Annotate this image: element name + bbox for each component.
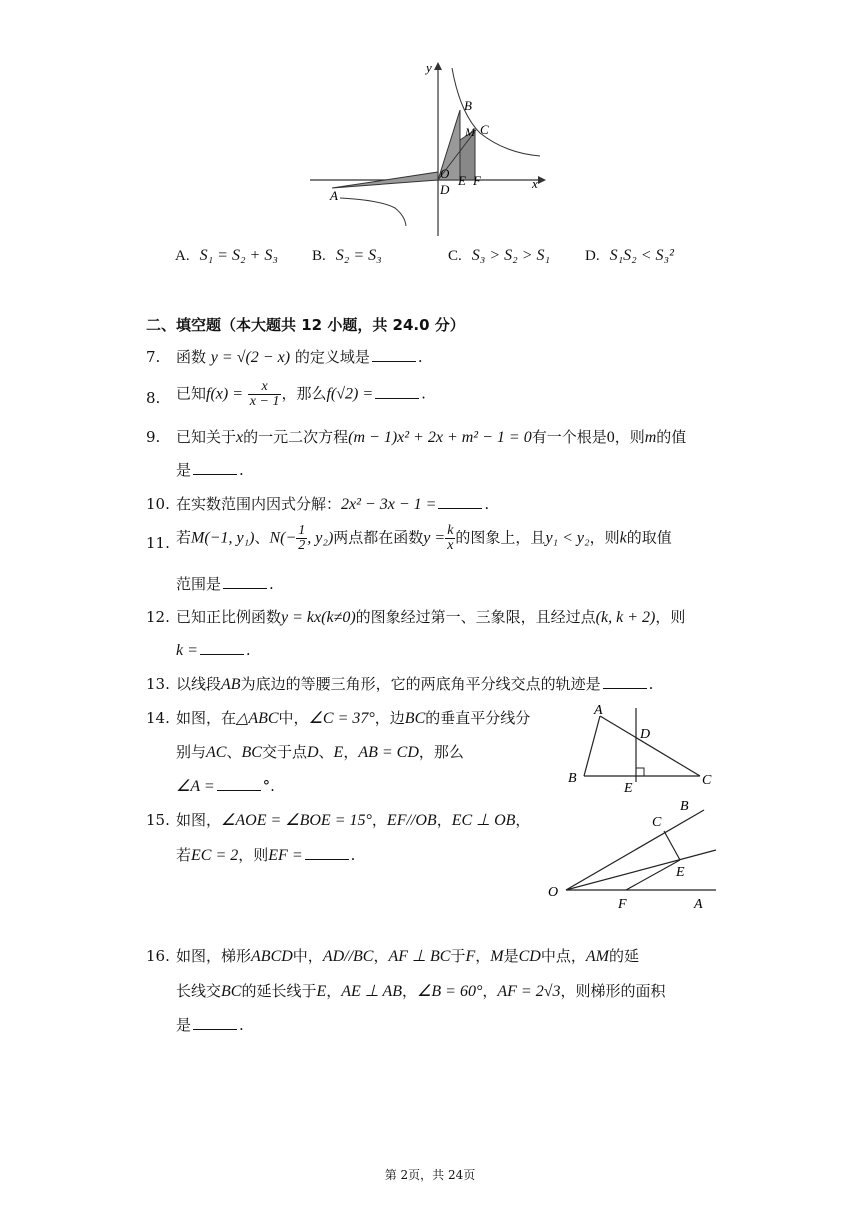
label-B: B	[680, 799, 689, 814]
q12-point: (k, k + 2)	[595, 609, 656, 626]
q14-triangle-figure	[560, 700, 720, 796]
q14-side: BC	[404, 710, 426, 727]
q14-text: 中，	[278, 709, 309, 727]
option-letter: A.	[175, 248, 190, 264]
label-E: E	[624, 781, 633, 796]
q12-text: 已知正比例函数	[176, 608, 282, 626]
q15-line1	[176, 810, 530, 831]
answer-blank[interactable]	[372, 347, 416, 362]
q16-text: 是	[176, 1016, 192, 1034]
q16-text: 的延长线于	[241, 982, 317, 1000]
q11-func: y =	[423, 529, 446, 547]
q10-pre: 在实数范围内因式分解：	[176, 495, 342, 513]
q14-angle-a: ∠A =	[176, 778, 215, 795]
answer-blank[interactable]	[438, 494, 482, 509]
q15-text: ，	[371, 811, 387, 829]
fraction-denominator: x − 1	[249, 394, 280, 409]
answer-blank[interactable]	[200, 640, 244, 655]
q9-text: 已知关于	[176, 428, 237, 446]
q14-text: 的垂直平分线分	[425, 709, 531, 727]
q11-text: 两点都在函数	[333, 528, 424, 547]
q14-end: °.	[262, 777, 275, 795]
q15-text: 如图，	[176, 811, 222, 829]
option-letter: C.	[448, 248, 462, 264]
q9-line1	[176, 427, 686, 448]
q16-line3	[176, 1015, 244, 1035]
q16-number: 16.	[146, 947, 170, 965]
q11-inequality: y₁ < y₂	[545, 529, 590, 547]
answer-blank[interactable]	[217, 776, 261, 791]
q16-side: CD	[518, 948, 541, 965]
segment-ec	[664, 831, 680, 860]
y-axis-arrow	[434, 62, 442, 70]
q14-angle: ∠C = 37°	[308, 710, 375, 727]
label-E: E	[676, 865, 685, 880]
q8-text	[176, 380, 426, 409]
answer-blank[interactable]	[193, 460, 237, 475]
q16-line2	[176, 981, 666, 1002]
q11-text: 的取值	[626, 528, 672, 547]
answer-blank[interactable]	[375, 384, 419, 399]
q15-angles: ∠AOE = ∠BOE = 15°	[221, 812, 372, 829]
q11-end: .	[269, 575, 274, 593]
q16-text: 是	[503, 947, 519, 965]
q11-point-m: M(−1, y₁)	[191, 529, 255, 547]
q14-line2	[176, 742, 464, 763]
q8-end: .	[421, 384, 426, 403]
q14-number: 14.	[146, 709, 170, 727]
label-E: E	[458, 173, 466, 188]
q16-end: .	[239, 1016, 244, 1034]
label-F: F	[618, 897, 627, 912]
q12-text: ，则	[655, 608, 686, 626]
q12-number: 12.	[146, 608, 170, 626]
q16-text: 的延	[608, 947, 639, 965]
q16-text: 于	[450, 947, 466, 965]
q10-expr: 2x² − 3x − 1 =	[341, 496, 437, 513]
q14-line1	[176, 708, 530, 729]
answer-blank[interactable]	[603, 674, 647, 689]
q14-equality: AB = CD	[358, 744, 419, 761]
q14-text: ，	[343, 743, 359, 761]
right-angle-mark	[636, 768, 644, 776]
answer-blank[interactable]	[305, 845, 349, 860]
hyperbola-branch-lower	[340, 198, 406, 226]
q7-expr: y = √(2 − x)	[210, 349, 291, 366]
option-B	[312, 245, 382, 266]
q14-text: 如图，在	[176, 709, 237, 727]
q7-number: 7.	[146, 348, 161, 366]
ray-oe	[566, 850, 716, 890]
q9-equation: (m − 1)x² + 2x + m² − 1 = 0	[348, 429, 532, 446]
q16-text: 如图，梯形	[176, 947, 252, 965]
q12-text: 的图象经过第一、三象限，且经过点	[355, 608, 596, 626]
q11-var-k: k	[619, 529, 627, 547]
label-A: A	[694, 897, 703, 912]
q7-pre: 函数	[176, 348, 207, 366]
q8-fraction	[248, 380, 282, 409]
label-D: D	[440, 182, 450, 197]
q9-text: ，则	[614, 428, 645, 446]
q16-text: ，	[482, 982, 498, 1000]
q16-text: 长线交	[176, 982, 222, 1000]
q16-text: 中点，	[540, 947, 586, 965]
q9-text: 是	[176, 461, 192, 479]
label-O: O	[440, 166, 450, 181]
q16-parallel: AD//BC	[322, 948, 374, 965]
option-expr: S₁ = S₂ + S₃	[199, 247, 278, 264]
q9-line2	[176, 460, 244, 480]
option-expr: S₁S₂ < S₃²	[609, 247, 674, 264]
answer-blank[interactable]	[223, 574, 267, 589]
q9-var: x	[236, 429, 244, 446]
q11-point-n-pre: N(−	[269, 529, 297, 547]
q13-number: 13.	[146, 675, 170, 693]
label-y: y	[426, 60, 432, 75]
q16-text: ，	[373, 947, 389, 965]
q11-text: 的图象上，且	[455, 528, 546, 547]
q16-af: AF = 2√3	[497, 983, 561, 1000]
q7-end: .	[417, 348, 423, 366]
q6-graph-figure	[310, 58, 550, 238]
q14-text: 别与	[176, 743, 207, 761]
q16-trapezoid: ABCD	[251, 948, 293, 965]
q8-pre: 已知	[176, 384, 207, 403]
fraction-numerator: 1	[298, 523, 306, 538]
q16-side: BC	[221, 983, 242, 1000]
option-letter: B.	[312, 248, 326, 264]
q11-fraction-half	[296, 524, 307, 553]
option-letter: D.	[585, 248, 600, 264]
q12-k-eq: k =	[176, 642, 198, 659]
q13-text: 为底边的等腰三角形，它的两底角平分线交点的轨迹是	[240, 675, 601, 693]
q14-text: 交于点	[261, 743, 307, 761]
q12-end: .	[245, 641, 251, 659]
label-B: B	[568, 771, 577, 786]
label-C: C	[652, 815, 662, 830]
q14-text: 、	[226, 743, 242, 761]
q16-point: F	[465, 948, 476, 965]
q15-perp: EC ⊥ OB	[451, 812, 516, 829]
q16-text: ，	[402, 982, 418, 1000]
q16-perp: AF ⊥ BC	[388, 948, 451, 965]
q11-text: ，则	[589, 528, 620, 547]
q15-end: .	[350, 846, 356, 864]
q11-line2	[176, 574, 274, 594]
answer-blank[interactable]	[193, 1015, 237, 1030]
q14-text: ，那么	[418, 743, 464, 761]
label-D: D	[640, 727, 651, 742]
q15-text: 若	[176, 846, 192, 864]
option-expr: S₂ = S₃	[335, 247, 382, 264]
q13-text	[176, 674, 653, 695]
q11-line1	[176, 524, 672, 553]
fraction-numerator: k	[447, 523, 454, 538]
q16-line1	[176, 946, 639, 967]
q7-post: 的定义域是	[294, 348, 370, 366]
q15-ec: EC = 2	[191, 847, 239, 864]
side-ac	[600, 716, 700, 776]
q15-text: ，则	[238, 846, 269, 864]
q13-segment: AB	[221, 676, 241, 693]
q16-point: M	[490, 948, 504, 965]
q8-expr2: f(√2) =	[326, 385, 374, 403]
q14-side: AC	[206, 744, 227, 761]
q16-angle: ∠B = 60°	[417, 983, 483, 1000]
q10-end: .	[484, 495, 490, 513]
q15-text: ，	[436, 811, 452, 829]
q16-perp: AE ⊥ AB	[341, 983, 403, 1000]
q12-func: y = kx(k≠0)	[281, 609, 356, 626]
q12-line2	[176, 640, 251, 661]
q14-line3	[176, 776, 275, 797]
q14-point: D	[306, 744, 319, 761]
q13-end: .	[648, 675, 654, 693]
q14-text: 、	[318, 743, 334, 761]
q14-point: E	[333, 744, 344, 761]
q15-text: ，	[515, 811, 531, 829]
q15-parallel: EF//OB	[386, 812, 437, 829]
q11-text: 、	[254, 528, 270, 547]
q14-triangle: △ABC	[236, 710, 279, 727]
q11-point-n-post: , y₂)	[307, 529, 334, 547]
fraction-denominator: 2	[298, 538, 306, 553]
option-A	[175, 245, 278, 266]
q9-var-m: m	[644, 429, 657, 446]
q11-number: 11.	[146, 534, 170, 552]
q12-line1	[176, 607, 685, 628]
q16-text: ，则梯形的面积	[560, 982, 666, 1000]
q9-text: 的一元二次方程	[243, 428, 349, 446]
q13-text: 以线段	[176, 675, 222, 693]
q11-text: 范围是	[176, 575, 222, 593]
q8-lhs: f(x) =	[206, 385, 244, 403]
fraction-numerator: x	[248, 380, 282, 395]
label-x: x	[532, 176, 538, 191]
q9-text: 的值	[656, 428, 687, 446]
q11-fraction-kx	[445, 524, 455, 553]
q11-text: 若	[176, 528, 192, 547]
q9-zero: 0	[606, 429, 615, 446]
q14-text: ，边	[374, 709, 405, 727]
q10-text	[176, 494, 489, 515]
option-C	[448, 245, 550, 266]
q10-number: 10.	[146, 495, 170, 513]
label-A: A	[594, 703, 603, 718]
q9-end: .	[239, 461, 244, 479]
label-B: B	[464, 98, 472, 113]
option-D	[585, 245, 674, 266]
q16-text: ，	[475, 947, 491, 965]
option-expr: S₃ > S₂ > S₁	[471, 247, 551, 264]
q15-angle-figure	[540, 796, 720, 914]
q16-text: 中，	[292, 947, 323, 965]
q16-segment: AM	[585, 948, 609, 965]
q9-number: 9.	[146, 428, 161, 446]
q16-text: ，	[326, 982, 342, 1000]
label-A: A	[330, 188, 338, 203]
segment-ef	[626, 860, 680, 890]
label-O: O	[548, 885, 559, 900]
q15-ef: EF =	[268, 847, 303, 864]
q9-text: 有一个根是	[531, 428, 607, 446]
q7-text	[176, 347, 423, 368]
q15-number: 15.	[146, 811, 170, 829]
q15-line2	[176, 845, 355, 866]
x-axis-arrow	[538, 176, 546, 184]
side-ab	[584, 716, 600, 776]
q8-mid: ，那么	[281, 384, 327, 403]
label-C: C	[702, 773, 712, 788]
q14-side: BC	[241, 744, 262, 761]
page-footer: 第 2页，共 24页	[384, 1168, 476, 1182]
q16-point: E	[316, 983, 327, 1000]
label-F: F	[473, 173, 481, 188]
fraction-denominator: x	[447, 538, 454, 553]
label-M: M	[465, 125, 475, 139]
section-title: 二、填空题（本大题共 12 小题，共 24.0 分）	[146, 316, 465, 334]
label-C: C	[480, 122, 489, 137]
q8-number: 8.	[146, 389, 161, 407]
